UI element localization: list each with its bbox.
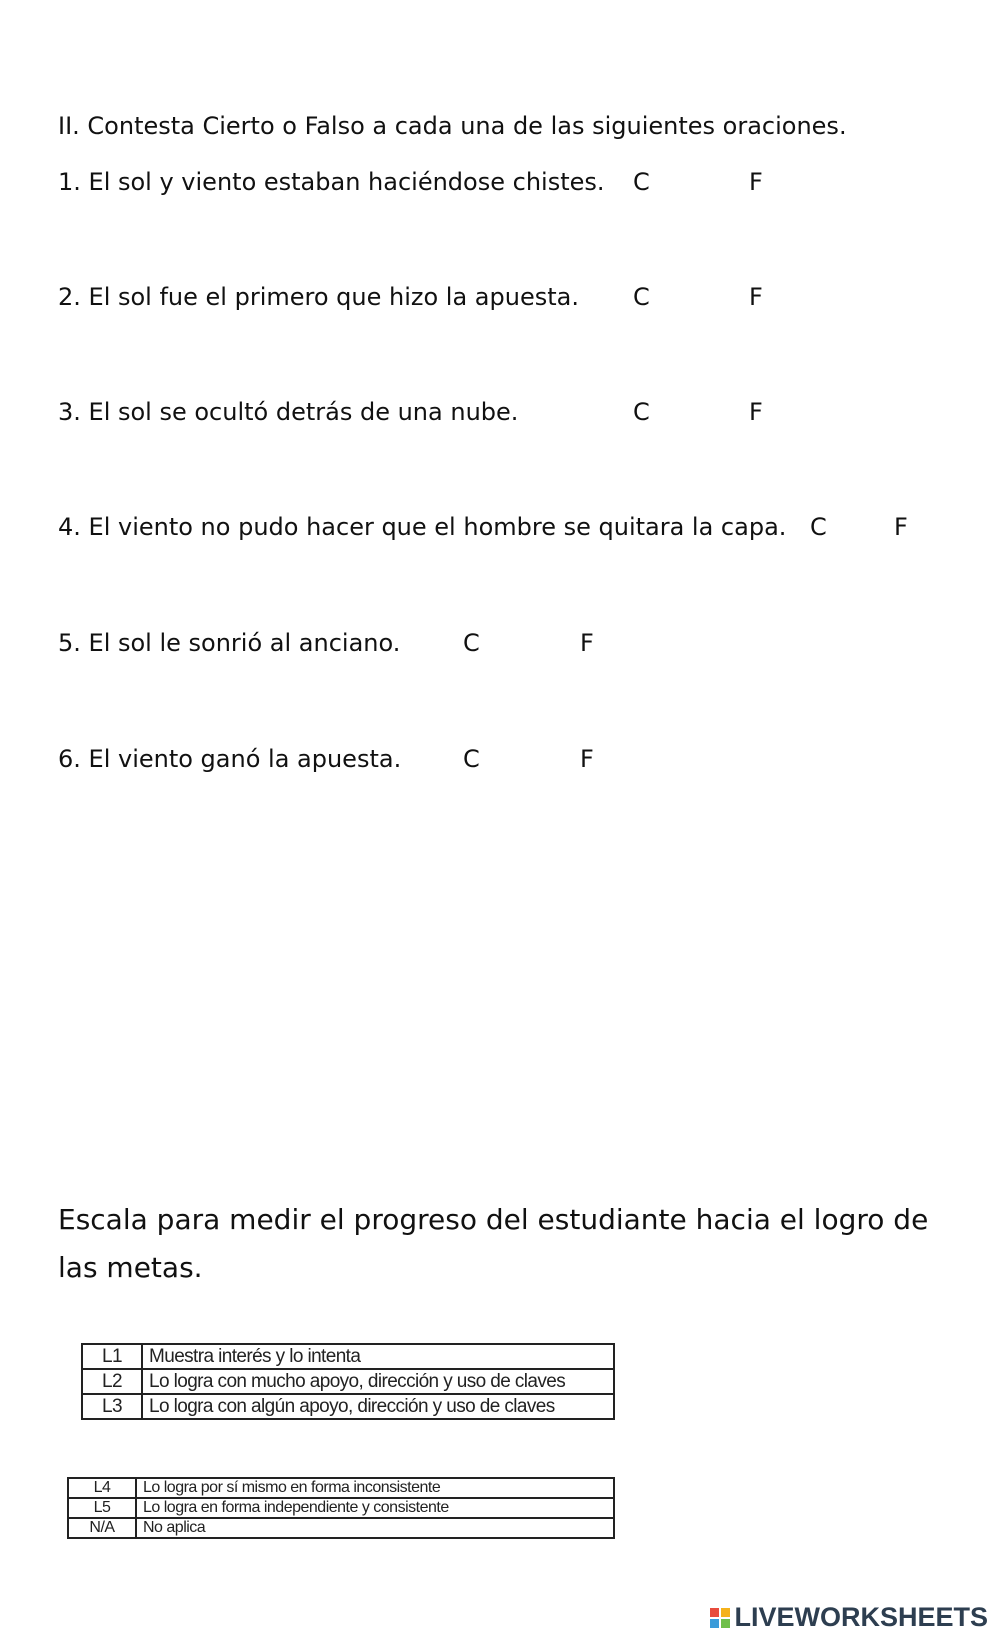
table-row: [82, 1369, 614, 1394]
scale-code: L2: [82, 1369, 142, 1394]
logo-cell-blue: [710, 1619, 719, 1628]
question-6-text: 6. El viento ganó la apuesta.: [58, 745, 402, 773]
scale-code: L1: [82, 1344, 142, 1369]
scale-title: Escala para medir el progreso del estudiante hacia el logro de las metas.: [58, 1203, 929, 1284]
question-2-cierto-option[interactable]: C: [633, 283, 650, 311]
scale-code: L4: [68, 1478, 136, 1498]
question-3-text: 3. El sol se ocultó detrás de una nube.: [58, 398, 519, 426]
table-row: [68, 1478, 614, 1498]
question-2-text: 2. El sol fue el primero que hizo la apuesta.: [58, 283, 579, 311]
question-4-cierto-option[interactable]: C: [810, 513, 827, 541]
liveworksheets-grid-icon: [710, 1608, 730, 1628]
question-6-cierto-option[interactable]: C: [463, 745, 480, 773]
logo-cell-yellow: [721, 1608, 730, 1617]
instructions-heading: II. Contesta Cierto o Falso a cada una de las siguientes oraciones.: [58, 112, 847, 140]
question-4-falso-option[interactable]: F: [894, 513, 908, 541]
question-3-cierto-option[interactable]: C: [633, 398, 650, 426]
question-5-falso-option[interactable]: F: [580, 629, 594, 657]
question-5-text: 5. El sol le sonrió al anciano.: [58, 629, 401, 657]
scale-table-2: [67, 1477, 615, 1539]
liveworksheets-logo: [710, 1602, 988, 1633]
logo-cell-red: [710, 1608, 719, 1617]
scale-description: Lo logra por sí mismo en forma inconsistente: [136, 1478, 614, 1498]
scale-description: Lo logra en forma independiente y consistente: [136, 1498, 614, 1518]
question-2-falso-option[interactable]: F: [749, 283, 763, 311]
scale-table-1: [81, 1343, 615, 1420]
scale-code: L5: [68, 1498, 136, 1518]
question-4-text: 4. El viento no pudo hacer que el hombre se quitara la capa.: [58, 513, 787, 541]
table-row: [82, 1394, 614, 1419]
question-1-text: 1. El sol y viento estaban haciéndose chistes.: [58, 168, 605, 196]
scale-description: No aplica: [136, 1518, 614, 1538]
question-1-falso-option[interactable]: F: [749, 168, 763, 196]
question-6-falso-option[interactable]: F: [580, 745, 594, 773]
scale-description: Lo logra con mucho apoyo, dirección y uso de claves: [142, 1369, 614, 1394]
scale-code: N/A: [68, 1518, 136, 1538]
table-row: [68, 1498, 614, 1518]
question-5-cierto-option[interactable]: C: [463, 629, 480, 657]
table-row: [68, 1518, 614, 1538]
logo-cell-green: [721, 1619, 730, 1628]
question-3-falso-option[interactable]: F: [749, 398, 763, 426]
scale-description: Lo logra con algún apoyo, dirección y uso de claves: [142, 1394, 614, 1419]
scale-code: L3: [82, 1394, 142, 1419]
table-row: [82, 1344, 614, 1369]
scale-description: Muestra interés y lo intenta: [142, 1344, 614, 1369]
question-1-cierto-option[interactable]: C: [633, 168, 650, 196]
brand-name: LIVEWORKSHEETS: [734, 1602, 988, 1632]
